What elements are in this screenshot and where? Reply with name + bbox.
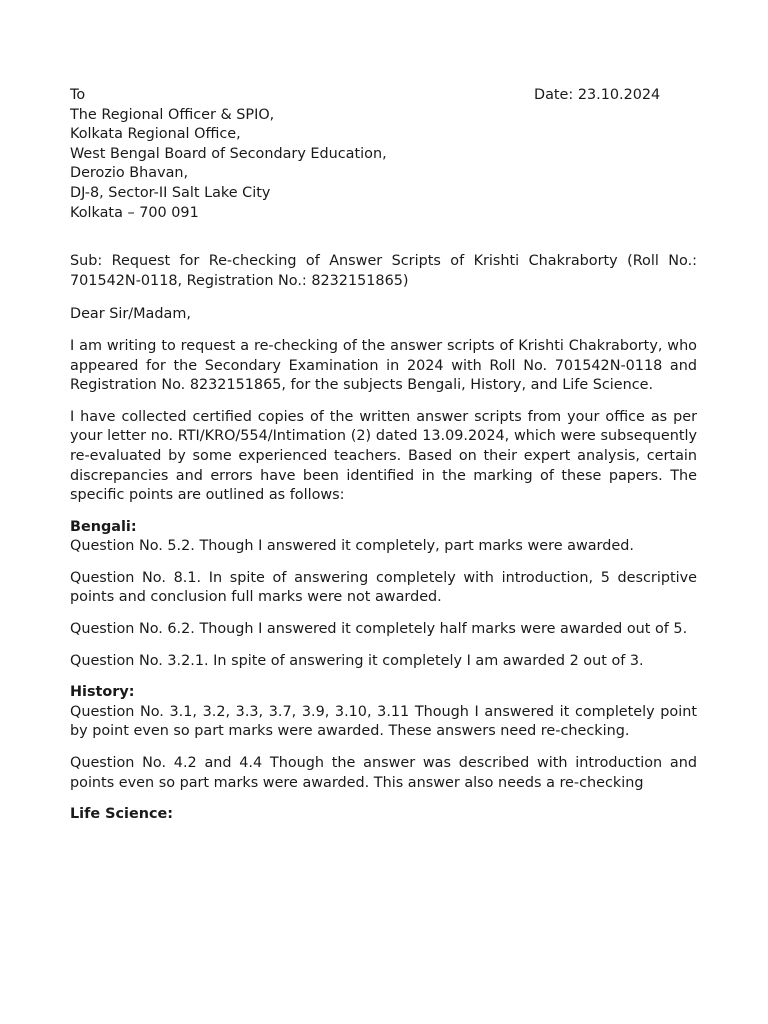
address-line: Kolkata – 700 091 [70, 204, 199, 221]
body-paragraph: I am writing to request a re-checking of the answer scripts of Krishti Chakraborty, who appeared for the Secondary Examination in 2024 with Roll No. 701542N-0118 and Registration No. 8232151865, for the subjects Bengali, History, and Life Science. [70, 337, 697, 394]
salutation: Dear Sir/Madam, [70, 306, 191, 323]
address-line: Kolkata Regional Office, [70, 126, 241, 143]
question-item: Question No. 6.2. Though I answered it completely half marks were awarded out of 5. [70, 621, 688, 638]
letter-subject: Sub: Request for Re-checking of Answer Scripts of Krishti Chakraborty (Roll No.: 701542N-0118, Registration No.: 8232151865) [70, 253, 697, 289]
body-paragraph: I have collected certified copies of the written answer scripts from your office as per your letter no. RTI/KRO/554/Intimation (2) dated 13.09.2024, which were subsequently re-evaluated by some experienced teachers. Based on their expert analysis, certain discrepancies and errors have been identified in the marking of these papers. The specific points are outlined as follows: [70, 408, 697, 504]
question-item: Question No. 5.2. Though I answered it completely, part marks were awarded. [70, 538, 634, 555]
address-line: The Regional Officer & SPIO, [70, 106, 275, 123]
letter-date: Date: 23.10.2024 [534, 87, 661, 103]
letter-body [70, 86, 697, 825]
section-history [70, 683, 697, 793]
section-life-science [70, 805, 697, 825]
address-line: West Bengal Board of Secondary Education, [70, 145, 387, 162]
recipient-address [70, 106, 697, 224]
section-heading: Bengali: [70, 518, 137, 535]
question-item: Question No. 3.2.1. In spite of answering it completely I am awarded 2 out of 3. [70, 652, 644, 669]
question-item: Question No. 3.1, 3.2, 3.3, 3.7, 3.9, 3.10, 3.11 Though I answered it completely point by point even so part marks were awarded. These answers need re-checking. [70, 703, 697, 740]
address-line: Derozio Bhavan, [70, 165, 189, 182]
address-line: DJ-8, Sector-II Salt Lake City [70, 184, 271, 201]
question-item: Question No. 4.2 and 4.4 Though the answer was described with introduction and points even so part marks were awarded. This answer also needs a re-checking [70, 755, 697, 791]
section-heading: History: [70, 684, 135, 701]
section-bengali [70, 518, 697, 672]
letter-header [70, 86, 697, 106]
question-item: Question No. 8.1. In spite of answering completely with introduction, 5 descriptive points and conclusion full marks were not awarded. [70, 569, 697, 606]
addressee-to: To [70, 87, 86, 103]
section-heading: Life Science: [70, 806, 174, 823]
